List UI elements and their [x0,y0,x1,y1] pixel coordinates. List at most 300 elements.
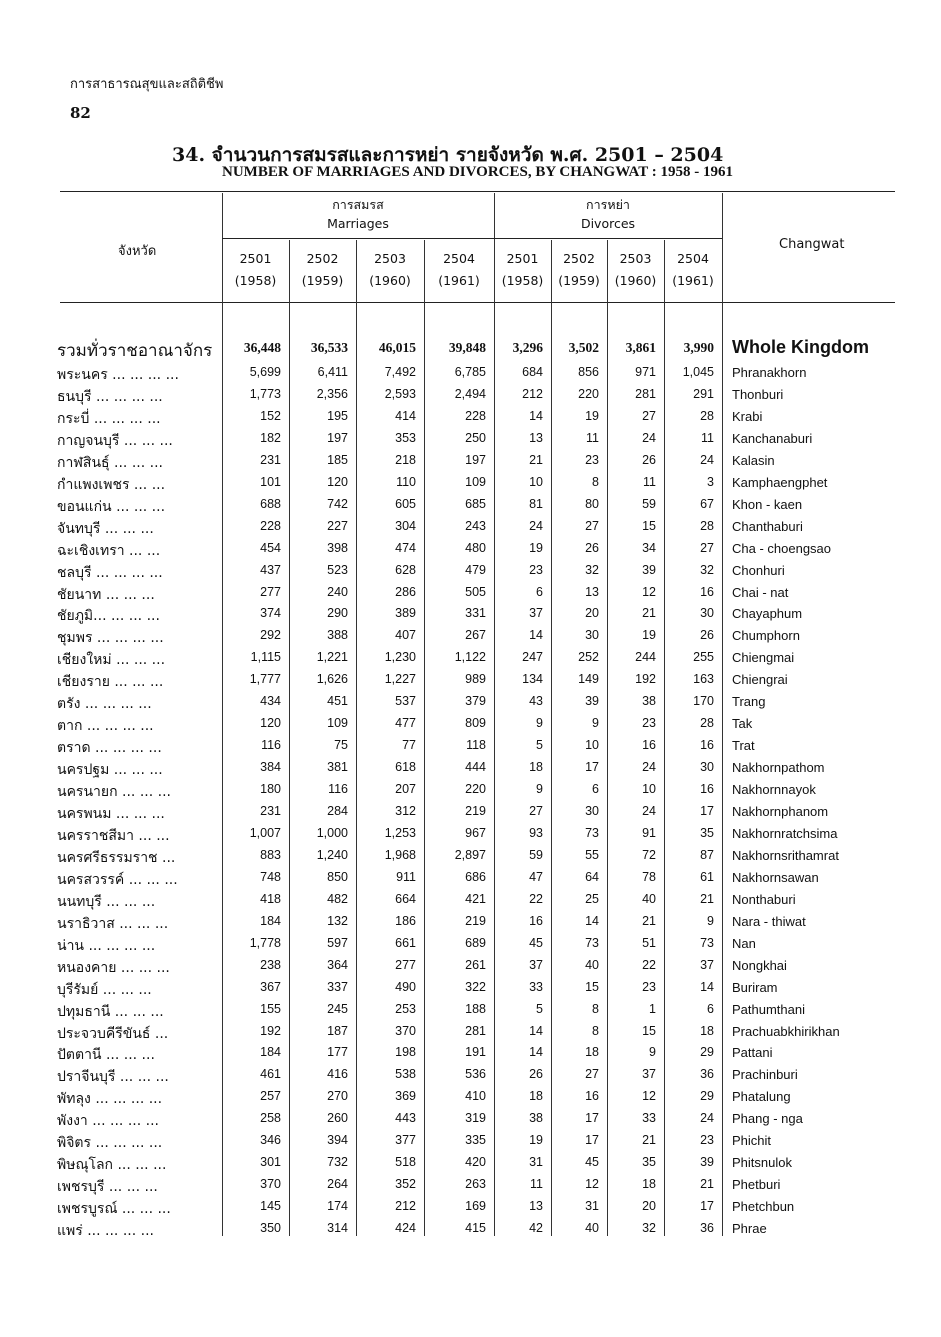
value-cell: 36,533 [310,340,348,355]
value-cell: 51 [642,936,656,950]
value-cell: 352 [395,1177,416,1191]
value-cell: 661 [395,936,416,950]
table-row [0,538,941,560]
value-cell: 5 [536,1002,543,1016]
value-cell: 245 [327,1002,348,1016]
table-row [0,669,941,691]
changwat-english: Nakhornnayok [732,782,816,797]
value-cell: 30 [700,760,714,774]
value-cell: 418 [260,892,281,906]
value-cell: 13 [529,1199,543,1213]
province-thai: หนองคาย ... ... ... [57,960,170,976]
table-row [0,1021,941,1043]
value-cell: 2,897 [454,848,486,862]
value-cell: 388 [327,628,348,642]
header-year-be: 2504 [677,251,709,266]
value-cell: 9 [536,716,543,730]
value-cell: 6,785 [454,365,486,379]
province-thai: บุรีรัมย์ ... ... ... [57,982,152,998]
value-cell: 152 [260,409,281,423]
value-cell: 19 [642,628,656,642]
changwat-english: Nonthaburi [732,892,796,907]
value-cell: 6 [536,585,543,599]
value-cell: 59 [642,497,656,511]
header-year-ad: (1961) [672,273,714,288]
table-row [0,1218,941,1240]
value-cell: 26 [585,541,599,555]
value-cell: 2,593 [384,387,416,401]
value-cell: 398 [327,541,348,555]
value-cell: 14 [529,628,543,642]
changwat-english: Pathumthani [732,1002,805,1017]
value-cell: 11 [643,475,656,489]
value-cell: 170 [693,694,714,708]
value-cell: 184 [260,914,281,928]
header-year [551,248,607,292]
value-cell: 911 [396,870,416,884]
header-year [222,248,289,292]
page-number: 82 [70,104,91,122]
changwat-english: Chai - nat [732,585,789,600]
value-cell: 177 [327,1045,348,1059]
value-cell: 37 [529,958,543,972]
changwat-english: Chumphorn [732,628,800,643]
changwat-english: Nakhornratchsima [732,826,838,841]
value-cell: 689 [465,936,486,950]
value-cell: 748 [260,870,281,884]
value-cell: 370 [395,1024,416,1038]
value-cell: 451 [327,694,348,708]
value-cell: 188 [465,1002,486,1016]
value-cell: 1,122 [454,650,486,664]
table-row [0,1108,941,1130]
value-cell: 207 [395,782,416,796]
value-cell: 270 [327,1089,348,1103]
value-cell: 64 [585,870,599,884]
value-cell: 197 [465,453,486,467]
value-cell: 120 [327,475,348,489]
value-cell: 434 [260,694,281,708]
value-cell: 7,492 [384,365,416,379]
value-cell: 290 [327,606,348,620]
value-cell: 18 [529,1089,543,1103]
value-cell: 149 [578,672,599,686]
value-cell: 381 [327,760,348,774]
value-cell: 319 [465,1111,486,1125]
table-row [0,647,941,669]
changwat-english: Kanchanaburi [732,431,813,446]
table-row [0,472,941,494]
value-cell: 261 [465,958,486,972]
value-cell: 257 [260,1089,281,1103]
changwat-english: Chonhuri [732,563,785,578]
value-cell: 231 [260,453,281,467]
changwat-english: Kalasin [732,453,775,468]
value-cell: 163 [693,672,714,686]
table-row [0,603,941,625]
province-thai: พังงา ... ... ... ... [57,1113,159,1129]
province-thai: ปัตตานี ... ... ... [57,1047,155,1063]
table-row [0,801,941,823]
value-cell: 174 [327,1199,348,1213]
value-cell: 20 [642,1199,656,1213]
value-cell: 22 [642,958,656,972]
value-cell: 1,227 [384,672,416,686]
value-cell: 18 [700,1024,714,1038]
value-cell: 335 [465,1133,486,1147]
province-thai: น่าน ... ... ... ... [57,938,156,954]
value-cell: 33 [642,1111,656,1125]
value-cell: 971 [635,365,656,379]
value-cell: 23 [642,716,656,730]
value-cell: 243 [465,519,486,533]
province-thai: พิจิตร ... ... ... ... [57,1135,163,1151]
table-title-english: NUMBER OF MARRIAGES AND DIVORCES, BY CHANGWAT : 1958 - 1961 [222,164,733,180]
header-divorces-thai: การหย่า [586,197,630,212]
value-cell: 3,502 [568,340,599,355]
value-cell: 374 [260,606,281,620]
value-cell: 238 [260,958,281,972]
value-cell: 19 [529,1133,543,1147]
changwat-english: Whole Kingdom [732,337,869,357]
running-header: การสาธารณสุขและสถิติชีพ [70,77,224,92]
value-cell: 227 [327,519,348,533]
province-thai: ธนบุรี ... ... ... ... [57,389,163,405]
value-cell: 120 [260,716,281,730]
value-cell: 9 [536,782,543,796]
header-changwat: Changwat [779,237,845,252]
value-cell: 1,007 [249,826,281,840]
header-year [356,248,424,292]
value-cell: 688 [260,497,281,511]
value-cell: 45 [585,1155,599,1169]
value-cell: 218 [395,453,416,467]
value-cell: 8 [592,1002,599,1016]
value-cell: 46,015 [378,340,416,355]
value-cell: 27 [585,1067,599,1081]
header-divorces [494,195,722,233]
value-cell: 479 [465,563,486,577]
province-thai: ชลบุรี ... ... ... ... [57,565,163,581]
value-cell: 277 [260,585,281,599]
province-thai: พิษณุโลก ... ... ... [57,1157,167,1173]
value-cell: 80 [585,497,599,511]
value-cell: 24 [642,760,656,774]
header-marriages-thai: การสมรส [332,197,384,212]
value-cell: 21 [642,1133,656,1147]
value-cell: 1,115 [250,650,281,664]
value-cell: 39 [585,694,599,708]
value-cell: 18 [585,1045,599,1059]
value-cell: 67 [700,497,714,511]
changwat-english: Nongkhai [732,958,787,973]
value-cell: 1,221 [316,650,348,664]
value-cell: 377 [395,1133,416,1147]
value-cell: 281 [635,387,656,401]
value-cell: 26 [642,453,656,467]
changwat-english: Trat [732,738,755,753]
value-cell: 29 [700,1089,714,1103]
value-cell: 186 [395,914,416,928]
changwat-english: Phitsnulok [732,1155,792,1170]
value-cell: 40 [585,1221,599,1235]
value-cell: 16 [700,585,714,599]
value-cell: 28 [700,716,714,730]
value-cell: 480 [465,541,486,555]
value-cell: 17 [585,760,599,774]
value-cell: 228 [465,409,486,423]
value-cell: 850 [327,870,348,884]
table-top-rule [60,191,895,192]
value-cell: 21 [642,606,656,620]
value-cell: 28 [700,519,714,533]
value-cell: 23 [642,980,656,994]
value-cell: 184 [260,1045,281,1059]
value-cell: 10 [642,782,656,796]
header-year-be: 2503 [374,251,406,266]
value-cell: 34 [642,541,656,555]
changwat-english: Nakhornpathom [732,760,825,775]
value-cell: 1,240 [316,848,348,862]
value-cell: 304 [395,519,416,533]
province-thai: ตาก ... ... ... ... [57,718,154,734]
value-cell: 17 [585,1133,599,1147]
value-cell: 883 [260,848,281,862]
table-row [0,1086,941,1108]
value-cell: 30 [585,628,599,642]
table-row [0,933,941,955]
value-cell: 3 [707,475,714,489]
value-cell: 407 [395,628,416,642]
table-row [0,867,941,889]
value-cell: 24 [700,1111,714,1125]
value-cell: 686 [465,870,486,884]
province-thai: นครนายก ... ... ... [57,784,171,800]
value-cell: 538 [395,1067,416,1081]
changwat-english: Chiengrai [732,672,788,687]
changwat-english: Nakhornphanom [732,804,829,819]
province-thai: เชียงราย ... ... ... [57,674,164,690]
value-cell: 1,253 [384,826,416,840]
value-cell: 389 [395,606,416,620]
province-thai: ชุมพร ... ... ... ... [57,630,164,646]
value-cell: 684 [522,365,543,379]
value-cell: 989 [465,672,486,686]
province-thai: ขอนแก่น ... ... ... [57,499,166,515]
value-cell: 155 [260,1002,281,1016]
value-cell: 134 [522,672,543,686]
value-cell: 169 [465,1199,486,1213]
value-cell: 384 [260,760,281,774]
value-cell: 523 [327,563,348,577]
value-cell: 23 [700,1133,714,1147]
value-cell: 410 [465,1089,486,1103]
value-cell: 24 [642,804,656,818]
value-cell: 93 [529,826,543,840]
value-cell: 180 [260,782,281,796]
table-row [0,779,941,801]
value-cell: 664 [395,892,416,906]
value-cell: 38 [529,1111,543,1125]
table-row [0,955,941,977]
value-cell: 9 [649,1045,656,1059]
value-cell: 31 [529,1155,543,1169]
value-cell: 22 [529,892,543,906]
value-cell: 291 [693,387,714,401]
table-row [0,582,941,604]
value-cell: 109 [327,716,348,730]
value-cell: 55 [585,848,599,862]
header-year-ad: (1960) [614,273,657,288]
value-cell: 14 [700,980,714,994]
value-cell: 314 [327,1221,348,1235]
changwat-english: Prachuabkhirikhan [732,1024,840,1039]
value-cell: 11 [701,431,714,445]
changwat-english: Nakhornsrithamrat [732,848,839,863]
value-cell: 116 [328,782,348,796]
changwat-english: Prachinburi [732,1067,798,1082]
value-cell: 192 [260,1024,281,1038]
value-cell: 182 [260,431,281,445]
table-row [0,1152,941,1174]
value-cell: 219 [465,804,486,818]
province-thai: นราธิวาส ... ... ... [57,916,169,932]
value-cell: 421 [465,892,486,906]
value-cell: 3,296 [512,340,543,355]
value-cell: 39 [642,563,656,577]
table-row [0,735,941,757]
value-cell: 301 [260,1155,281,1169]
value-cell: 454 [260,541,281,555]
value-cell: 40 [585,958,599,972]
value-cell: 437 [260,563,281,577]
divorces-group-rule [494,238,722,239]
value-cell: 78 [642,870,656,884]
province-thai: ฉะเชิงเทรา ... ... [57,543,161,559]
table-row [0,845,941,867]
value-cell: 116 [261,738,281,752]
value-cell: 21 [700,892,714,906]
header-year-be: 2502 [306,251,339,266]
value-cell: 220 [465,782,486,796]
value-cell: 353 [395,431,416,445]
value-cell: 10 [529,475,543,489]
value-cell: 26 [700,628,714,642]
value-cell: 364 [327,958,348,972]
value-cell: 9 [592,716,599,730]
value-cell: 240 [327,585,348,599]
value-cell: 337 [327,980,348,994]
value-cell: 1,968 [384,848,416,862]
value-cell: 277 [395,958,416,972]
value-cell: 312 [395,804,416,818]
value-cell: 21 [529,453,543,467]
value-cell: 537 [395,694,416,708]
value-cell: 11 [530,1177,543,1191]
changwat-english: Chayaphum [732,606,803,621]
value-cell: 12 [585,1177,599,1191]
value-cell: 250 [465,431,486,445]
value-cell: 39 [700,1155,714,1169]
province-thai: ตรัง ... ... ... ... [57,696,152,712]
value-cell: 35 [642,1155,656,1169]
value-cell: 267 [465,628,486,642]
province-thai: ประจวบคีรีขันธ์ ... [57,1026,169,1042]
table-row [0,494,941,516]
value-cell: 416 [327,1067,348,1081]
value-cell: 253 [395,1002,416,1016]
value-cell: 474 [395,541,416,555]
province-thai: นนทบุรี ... ... ... [57,894,156,910]
value-cell: 73 [585,936,599,950]
header-year-ad: (1958) [234,273,277,288]
value-cell: 32 [585,563,599,577]
value-cell: 91 [642,826,656,840]
value-cell: 3,990 [683,340,714,355]
value-cell: 443 [395,1111,416,1125]
value-cell: 73 [585,826,599,840]
value-cell: 31 [585,1199,599,1213]
value-cell: 292 [260,628,281,642]
value-cell: 732 [327,1155,348,1169]
value-cell: 10 [585,738,599,752]
value-cell: 220 [578,387,599,401]
value-cell: 37 [700,958,714,972]
value-cell: 331 [465,606,486,620]
province-thai: กำแพงเพชร ... ... [57,477,166,493]
value-cell: 77 [402,738,416,752]
value-cell: 244 [635,650,656,664]
value-cell: 16 [700,782,714,796]
table-row [0,977,941,999]
value-cell: 477 [395,716,416,730]
value-cell: 1,000 [316,826,348,840]
value-cell: 16 [642,738,656,752]
value-cell: 414 [395,409,416,423]
value-cell: 1,778 [249,936,281,950]
table-row [0,428,941,450]
header-year [494,248,551,292]
value-cell: 14 [529,1045,543,1059]
value-cell: 415 [465,1221,486,1235]
value-cell: 16 [700,738,714,752]
value-cell: 192 [635,672,656,686]
value-cell: 32 [700,563,714,577]
header-year-ad: (1959) [558,273,600,288]
value-cell: 28 [700,409,714,423]
table-row [0,823,941,845]
value-cell: 367 [260,980,281,994]
value-cell: 284 [327,804,348,818]
table-row [0,713,941,735]
header-year-ad: (1960) [369,273,411,288]
value-cell: 16 [529,914,543,928]
table-row [0,516,941,538]
value-cell: 231 [260,804,281,818]
changwat-english: Phang - nga [732,1111,803,1126]
value-cell: 1,626 [316,672,348,686]
table-row [0,362,941,384]
province-thai: พระนคร ... ... ... ... [57,367,179,383]
value-cell: 17 [700,804,714,818]
changwat-english: Tak [732,716,753,731]
changwat-english: Krabi [732,409,763,424]
value-cell: 27 [529,804,543,818]
value-cell: 2,356 [316,387,348,401]
value-cell: 1,777 [249,672,281,686]
value-cell: 145 [260,1199,281,1213]
changwat-english: Phranakhorn [732,365,807,380]
